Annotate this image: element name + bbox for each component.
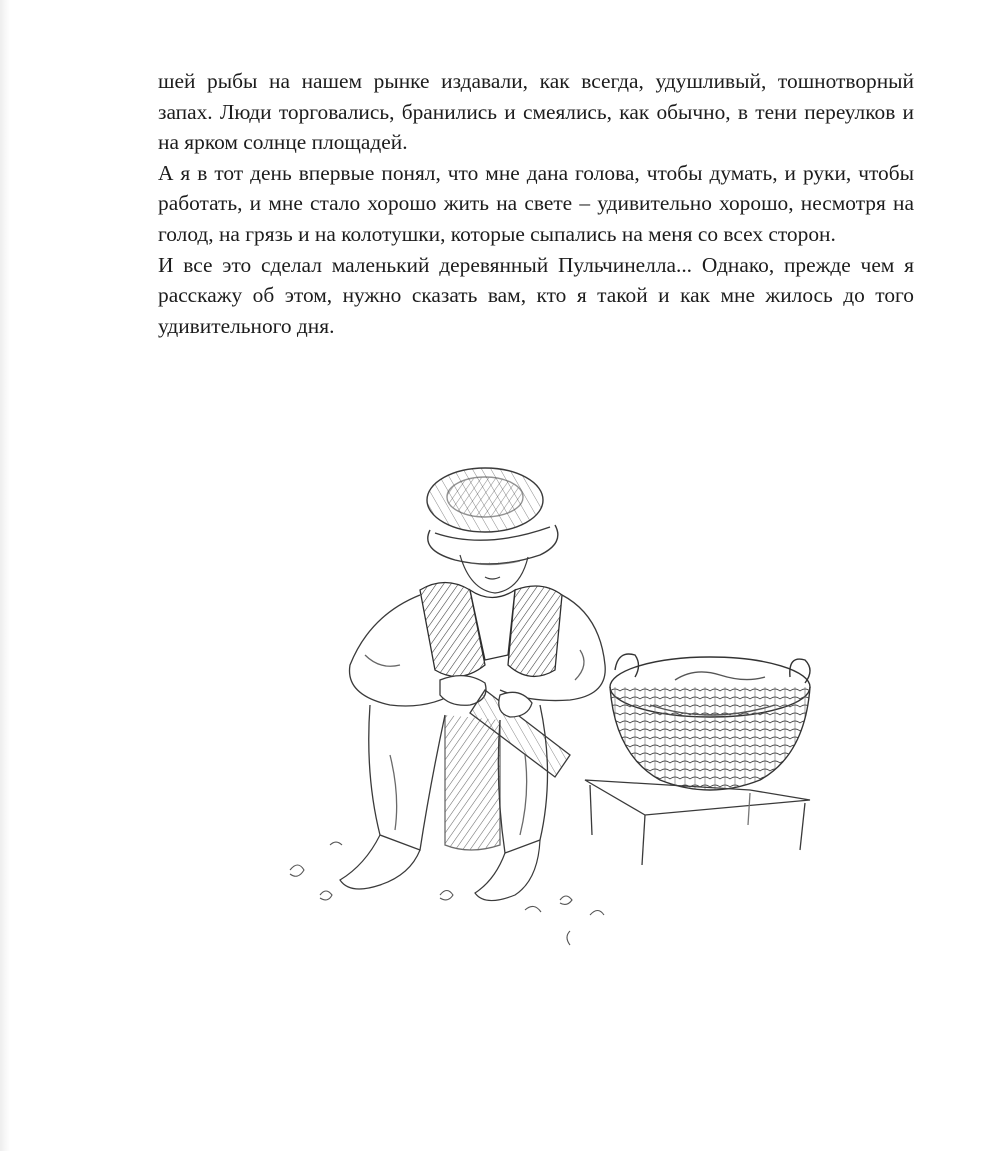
vest	[420, 583, 562, 677]
paragraph-3: И все это сделал маленький деревянный Пульчинелла... Однако, прежде чем я расскажу об этом, нужно сказать вам, кто я такой и как мне жилось до того удивительного дня.	[158, 252, 914, 338]
stool	[585, 780, 810, 865]
pencil-illustration	[270, 455, 830, 965]
basket	[610, 654, 810, 790]
boy-with-basket-sketch	[270, 455, 830, 965]
wood-shavings	[290, 842, 604, 945]
page-edge-shadow	[0, 0, 10, 1151]
paragraph-2: А я в тот день впервые понял, что мне дана голова, чтобы думать, и руки, чтобы работать, и мне стало хорошо жить на свете – удивительно хорошо, несмотря на голод, на грязь и на колотушки, которые сыпались на меня со всех сторон.	[158, 160, 914, 246]
hat	[427, 468, 558, 564]
body-text	[158, 66, 914, 341]
paragraph-1: шей рыбы на нашем рынке издавали, как всегда, удушливый, тошнотворный запах. Люди торговались, бранились и смеялись, как обычно, в тени переулков и на ярком солнце площадей.	[158, 69, 914, 155]
feet	[340, 835, 540, 901]
